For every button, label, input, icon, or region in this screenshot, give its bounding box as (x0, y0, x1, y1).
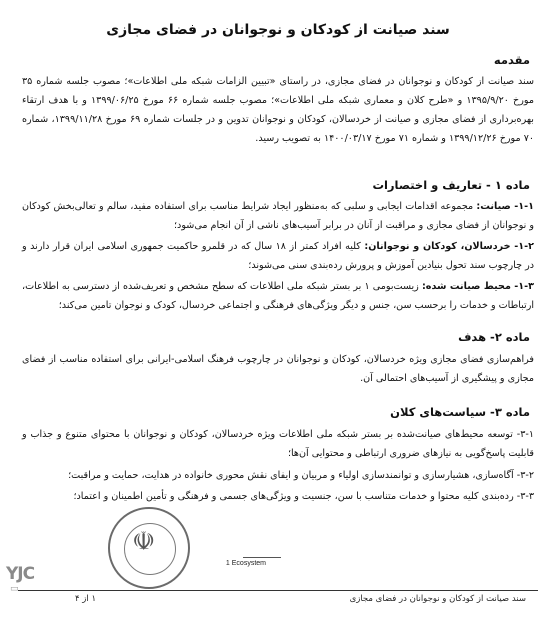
article3-heading: ماده ۳- سیاست‌های کلان (390, 405, 530, 419)
footer-title: سند صیانت از کودکان و نوجوانان در فضای مجازی (349, 594, 526, 604)
footer-divider (18, 590, 538, 591)
article1-heading: ماده ۱ - تعاریف و اختصارات (372, 178, 530, 192)
intro-heading: مقدمه (493, 53, 530, 67)
definition-1-1 (22, 197, 534, 235)
footnote: 1 Ecosystem (225, 560, 266, 567)
footer-page-number: ۱ از ۴ (75, 594, 97, 604)
definition-1-3-text: زیست‌بومی ۱ بر بستر شبکه ملی اطلاعات که سطح مشخص و تعریف‌شده از دسترسی به اطلاعات، ارتباطات و خدمات را برحسب سن، جنس و دیگر ویژگی‌های فرهنگی و اجتماعی خردسال، کودک و نوجوان تامین می‌کند؛ (22, 281, 534, 311)
policy-3-3: ۳-۳- رده‌بندی کلیه محتوا و خدمات متناسب با سن، جنسیت و ویژگی‌های جسمی و فرهنگی و تأمین اطمینان و اعتماد؛ (73, 491, 534, 502)
watermark-logo-text: YJC (6, 564, 35, 584)
seal-emblem-icon: ☫ (132, 527, 156, 557)
footnote-divider (243, 557, 281, 558)
definition-1-2 (22, 237, 534, 275)
intro-paragraph: سند صیانت از کودکان و نوجوانان در فضای مجازی، در راستای «تبیین الزامات شبکه ملی اطلاعات»؛ مصوب جلسه شماره ۳۵ مورخ ۱۳۹۵/۹/۲۰ و «طرح کلان و معماری شبکه ملی اطلاعات»؛ مصوب جلسه شماره ۶۶ مورخ ۱۳۹۹/۰۶/۲۵ و با هدف ارتقاء بهره‌برداری از فضای مجازی و صیانت از خردسالان، کودکان و نوجوانان تدوین و در جلسات شماره ۶۹ مورخ ۱۳۹۹/۱۱/۲۸، شماره ۷۰ مورخ ۱۳۹۹/۱۲/۲۶ و شماره ۷۱ مورخ ۱۴۰۰/۰۳/۱۷ به تصویب رسید. (22, 76, 534, 144)
policy-3-1: ۳-۱- توسعه محیط‌های صیانت‌شده بر بستر شبکه ملی اطلاعات ویژه خردسالان، کودکان و نوجوانان با محتوای متنوع و جذاب و قابلیت پاسخ‌گویی به نیازهای ضروری ارتباطی و محتوایی آن‌ها؛ (22, 429, 534, 459)
definition-1-2-text: کلیه افراد کمتر از ۱۸ سال که در قلمرو حاکمیت جمهوری اسلامی ایران قرار دارند و در چارچوب سند تحول بنیادین آموزش و پرورش رده‌بندی سنی می‌شوند؛ (22, 241, 534, 271)
definition-1-3-term: ۱-۳- محیط صیانت شده: (421, 281, 534, 292)
yjc-logo-icon (6, 562, 54, 602)
definition-1-2-term: ۱-۲- خردسالان، کودکان و نوجوانان: (364, 241, 534, 252)
document-title: سند صیانت از کودکان و نوجوانان در فضای مجازی (106, 22, 450, 38)
article2-paragraph: فراهم‌سازی فضای مجازی ویژه خردسالان، کودکان و نوجوانان در چارچوب فرهنگ اسلامی-ایرانی برای استفاده مناسب از فضای مجازی و پیشگیری از آسیب‌های احتمالی آن. (22, 354, 534, 384)
policy-3-2: ۳-۲- آگاه‌سازی، هشیارسازی و توانمندسازی اولیاء و مربیان و ایفای نقش محوری خانواده در هدایت، حمایت و مراقبت؛ (68, 470, 534, 481)
watermark-mark: ▭ (10, 584, 19, 594)
definition-1-3 (22, 277, 534, 315)
official-seal-icon (108, 507, 190, 589)
definition-1-1-text: مجموعه اقدامات ایجابی و سلبی که به‌منظور ایجاد شرایط مناسب برای استفاده مفید، سالم و تعالی‌بخش کودکان و نوجوانان از فضای مجازی و مراقبت از آنان در برابر آسیب‌های ناشی از آن انجام می‌شود؛ (22, 201, 534, 231)
article2-heading: ماده ۲- هدف (458, 330, 530, 344)
definition-1-1-term: ۱-۱- صیانت: (476, 201, 534, 212)
